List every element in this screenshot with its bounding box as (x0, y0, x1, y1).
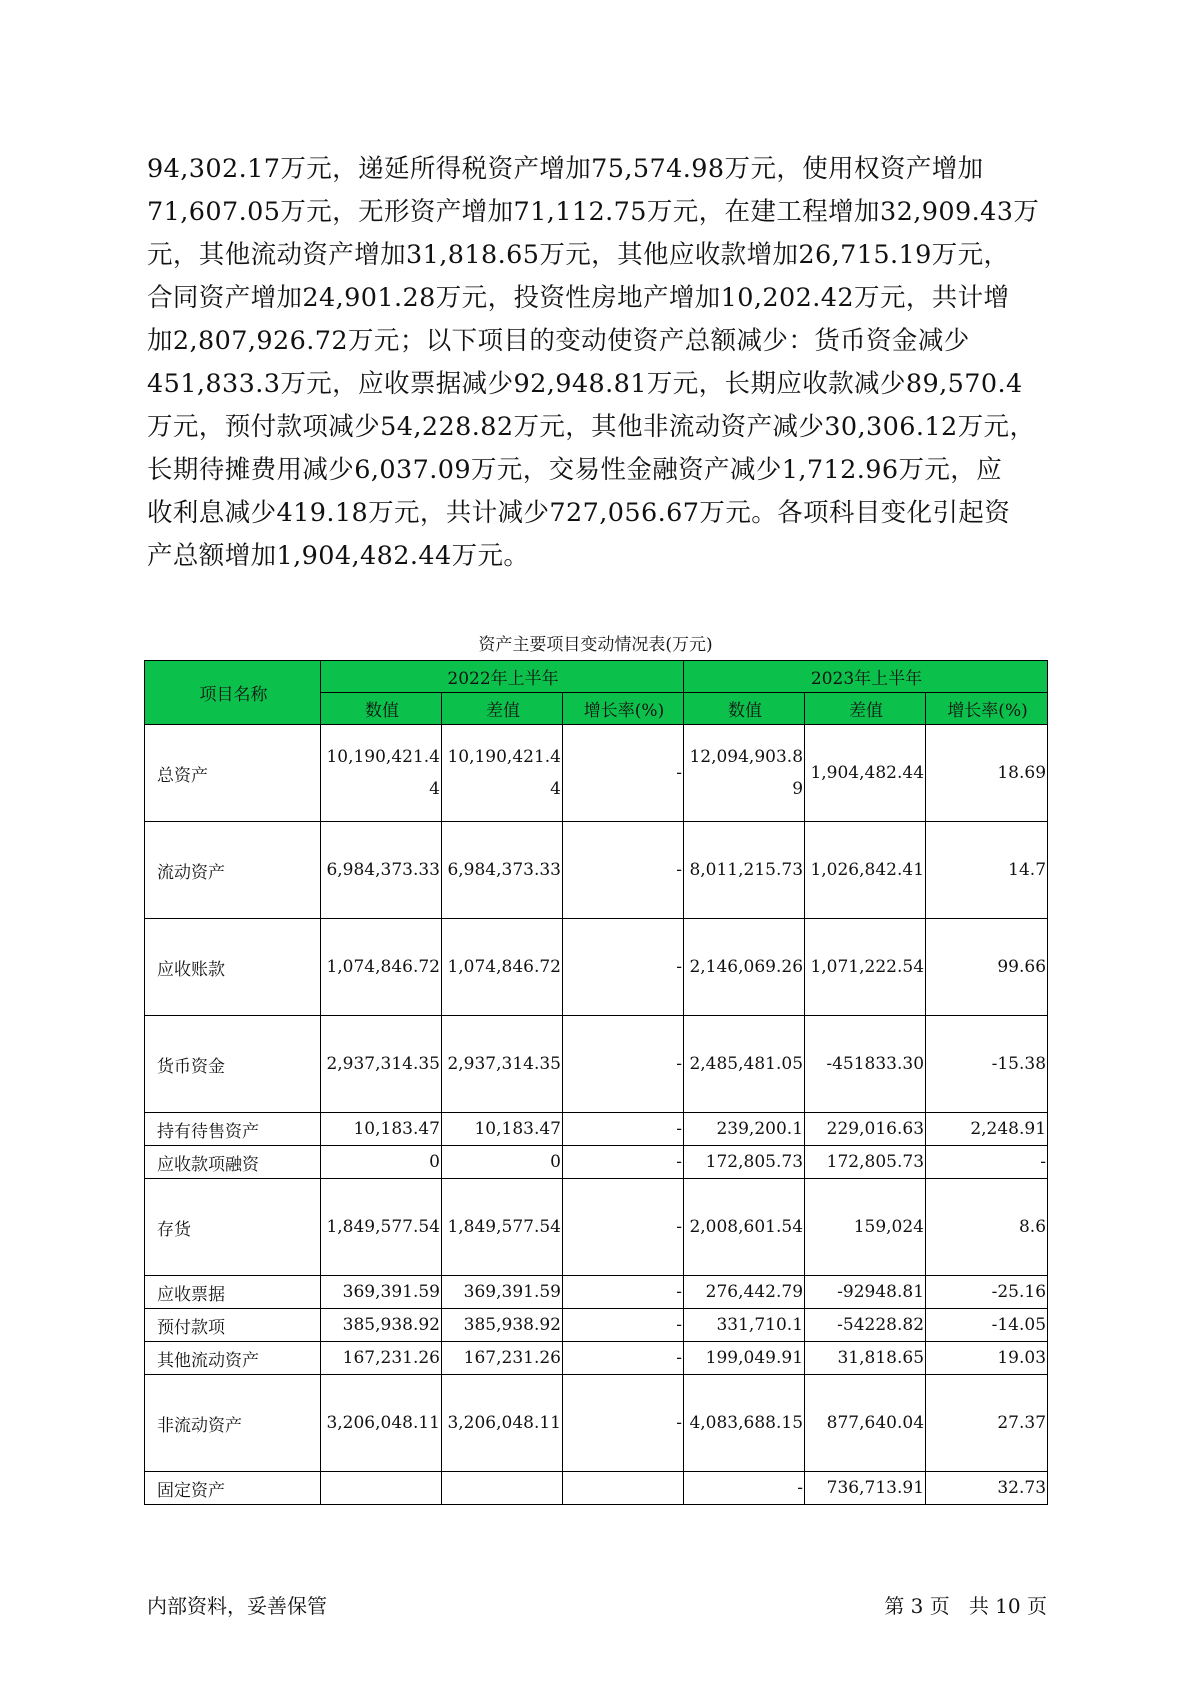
header-value-2022: 数值 (321, 693, 442, 725)
value-2022: 167,231.26 (342, 1348, 440, 1368)
growth-2022: - (676, 1282, 683, 1302)
growth-2022-cell (563, 725, 684, 822)
table-row (145, 1016, 1048, 1113)
diff-2022-cell (442, 1276, 563, 1309)
value-2023-cell (684, 1276, 805, 1309)
header-growth-2023: 增长率(%) (926, 693, 1048, 725)
growth-2023: 32.73 (997, 1478, 1047, 1498)
diff-2023: 229,016.63 (826, 1119, 925, 1139)
growth-2023-cell (926, 1375, 1048, 1472)
value-2023: 2,146,069.26 (689, 957, 804, 977)
growth-2023: -14.05 (991, 1315, 1047, 1335)
value-2023: 2,008,601.54 (689, 1217, 804, 1237)
growth-2023: 27.37 (997, 1413, 1047, 1433)
paragraph-line: 长期待摊费用减少6,037.09万元，交易性金融资产减少1,712.96万元，应 (147, 455, 1003, 485)
growth-2022-cell (563, 1472, 684, 1505)
header-diff-2022: 差值 (442, 693, 563, 725)
diff-2022-cell (442, 822, 563, 919)
diff-2022-cell (442, 1016, 563, 1113)
value-2023-cell (684, 1375, 805, 1472)
growth-2022: - (676, 860, 683, 880)
diff-2023: 159,024 (853, 1217, 925, 1237)
value-2022: 6,984,373.33 (326, 860, 440, 880)
growth-2023: 8.6 (1018, 1217, 1047, 1237)
growth-2022: - (676, 763, 683, 783)
value-2022-cell (321, 822, 442, 919)
value-2022: 3,206,048.11 (326, 1413, 440, 1433)
growth-2023-cell (926, 919, 1048, 1016)
row-name: 固定资产 (157, 1480, 225, 1501)
row-name: 预付款项 (157, 1317, 225, 1338)
growth-2022: - (676, 1413, 683, 1433)
value-2023-cell (684, 1342, 805, 1375)
row-name-cell (145, 1179, 321, 1276)
header-growth-2022: 增长率(%) (563, 693, 684, 725)
value-2022-cell (321, 919, 442, 1016)
diff-2023-cell (805, 1309, 926, 1342)
diff-2022-cell (442, 1375, 563, 1472)
diff-2022: 2,937,314.35 (447, 1054, 561, 1074)
header-diff-2023: 差值 (805, 693, 926, 725)
growth-2022: - (676, 1119, 683, 1139)
row-name-cell (145, 1146, 321, 1179)
value-2022: 10,183.47 (353, 1119, 440, 1139)
row-name-cell (145, 1309, 321, 1342)
diff-2023-cell (805, 1016, 926, 1113)
diff-2023: 1,904,482.44 (810, 763, 925, 783)
growth-2022-cell (563, 1179, 684, 1276)
growth-2023: 99.66 (997, 957, 1047, 977)
value-2023-cell (684, 1309, 805, 1342)
growth-2023-cell (926, 725, 1048, 822)
growth-2023: - (1040, 1152, 1047, 1172)
diff-2023: 877,640.04 (826, 1413, 925, 1433)
table-caption: 资产主要项目变动情况表(万元) (478, 635, 713, 655)
value-2022-cell (321, 1375, 442, 1472)
growth-2022-cell (563, 1375, 684, 1472)
diff-2023: -92948.81 (837, 1282, 925, 1302)
paragraph-line: 71,607.05万元，无形资产增加71,112.75万元，在建工程增加32,909.43万 (147, 197, 1040, 227)
value-2022: 369,391.59 (342, 1282, 440, 1302)
value-2022-cell (321, 1309, 442, 1342)
diff-2023: -54228.82 (837, 1315, 925, 1335)
table-row (145, 725, 1048, 822)
growth-2023-cell (926, 1276, 1048, 1309)
value-2023: 2,485,481.05 (689, 1054, 804, 1074)
growth-2023: 14.7 (1008, 860, 1047, 880)
value-2023: 239,200.1 (716, 1119, 804, 1139)
paragraph-line: 合同资产增加24,901.28万元，投资性房地产增加10,202.42万元，共计增 (147, 283, 1010, 313)
diff-2022-cell (442, 1342, 563, 1375)
row-name-cell (145, 1016, 321, 1113)
row-name-cell (145, 822, 321, 919)
value-2023-cell (684, 822, 805, 919)
diff-2022-cell (442, 1179, 563, 1276)
value-2022-cell (321, 1472, 442, 1505)
value-2022-cell (321, 725, 442, 822)
diff-2023: 736,713.91 (826, 1478, 925, 1498)
header-period-2023: 2023年上半年 (684, 661, 1048, 693)
value-2023: 8,011,215.73 (689, 860, 804, 880)
diff-2022: 167,231.26 (463, 1348, 561, 1368)
growth-2022-cell (563, 1276, 684, 1309)
value-2023: 331,710.1 (716, 1315, 804, 1335)
growth-2022-cell (563, 1016, 684, 1113)
row-name: 货币资金 (157, 1056, 225, 1077)
diff-2022-cell (442, 725, 563, 822)
value-2023-cell (684, 725, 805, 822)
asset-change-table (144, 660, 1048, 1505)
growth-2022: - (676, 1217, 683, 1237)
table-row (145, 1179, 1048, 1276)
diff-2023-cell (805, 1342, 926, 1375)
growth-2022-cell (563, 1342, 684, 1375)
paragraph-line: 万元，预付款项减少54,228.82万元，其他非流动资产减少30,306.12万元， (147, 412, 1036, 442)
diff-2022: 1,074,846.72 (447, 957, 561, 977)
value-2023-cell (684, 919, 805, 1016)
diff-2022: 1,849,577.54 (447, 1217, 561, 1237)
value-2022-cell (321, 1146, 442, 1179)
diff-2023: -451833.30 (826, 1054, 925, 1074)
growth-2023: -25.16 (991, 1282, 1047, 1302)
diff-2023-cell (805, 1276, 926, 1309)
value-2023-cell (684, 1016, 805, 1113)
value-2023-cell (684, 1179, 805, 1276)
growth-2022: - (676, 1054, 683, 1074)
diff-2022: 10,190,421.44 (447, 747, 561, 799)
growth-2023-cell (926, 1146, 1048, 1179)
table-row (145, 1113, 1048, 1146)
value-2022-cell (321, 1342, 442, 1375)
body-paragraph (147, 148, 1047, 578)
growth-2022-cell (563, 822, 684, 919)
table-row (145, 1342, 1048, 1375)
row-name: 总资产 (157, 765, 208, 786)
row-name: 非流动资产 (157, 1415, 242, 1436)
header-value-2023: 数值 (684, 693, 805, 725)
row-name-cell (145, 1276, 321, 1309)
value-2022-cell (321, 1016, 442, 1113)
value-2022: 1,074,846.72 (326, 957, 440, 977)
diff-2023: 31,818.65 (837, 1348, 925, 1368)
value-2023: 4,083,688.15 (689, 1413, 804, 1433)
diff-2022-cell (442, 1113, 563, 1146)
row-name: 其他流动资产 (157, 1350, 259, 1371)
row-name: 应收款项融资 (157, 1154, 259, 1175)
growth-2023-cell (926, 1179, 1048, 1276)
row-name-cell (145, 1113, 321, 1146)
paragraph-line: 94,302.17万元，递延所得税资产增加75,574.98万元，使用权资产增加 (147, 154, 984, 184)
value-2022-cell (321, 1113, 442, 1146)
row-name-cell (145, 919, 321, 1016)
diff-2022-cell (442, 1309, 563, 1342)
value-2022-cell (321, 1179, 442, 1276)
value-2023: 12,094,903.89 (689, 747, 804, 799)
table-row (145, 1472, 1048, 1505)
row-name-cell (145, 725, 321, 822)
paragraph-line: 加2,807,926.72万元；以下项目的变动使资产总额减少：货币资金减少 (147, 326, 970, 356)
diff-2023: 1,026,842.41 (810, 860, 925, 880)
diff-2022: 3,206,048.11 (447, 1413, 561, 1433)
growth-2023-cell (926, 1472, 1048, 1505)
value-2022: 385,938.92 (342, 1315, 440, 1335)
row-name-cell (145, 1342, 321, 1375)
diff-2023: 1,071,222.54 (810, 957, 925, 977)
value-2023: 199,049.91 (705, 1348, 804, 1368)
growth-2022: - (676, 957, 683, 977)
growth-2023: 18.69 (997, 763, 1047, 783)
value-2023: 172,805.73 (705, 1152, 804, 1172)
diff-2022-cell (442, 919, 563, 1016)
header-period-2022: 2022年上半年 (321, 661, 684, 693)
paragraph-line: 产总额增加1,904,482.44万元。 (147, 541, 530, 571)
table-row (145, 1375, 1048, 1472)
growth-2023: -15.38 (991, 1054, 1047, 1074)
row-name: 存货 (157, 1219, 191, 1240)
table-row (145, 1276, 1048, 1309)
footer-confidential-note: 内部资料，妥善保管 (147, 1594, 327, 1618)
footer-page-number: 第 3 页 共 10 页 (884, 1594, 1047, 1618)
diff-2023-cell (805, 725, 926, 822)
paragraph-line: 收利息减少419.18万元，共计减少727,056.67万元。各项科目变化引起资 (147, 498, 1011, 528)
diff-2023-cell (805, 1146, 926, 1179)
growth-2023-cell (926, 1113, 1048, 1146)
value-2022-cell (321, 1276, 442, 1309)
growth-2022-cell (563, 1113, 684, 1146)
growth-2023-cell (926, 1016, 1048, 1113)
header-item-name: 项目名称 (145, 661, 321, 725)
value-2023-cell (684, 1146, 805, 1179)
diff-2023-cell (805, 919, 926, 1016)
table-row (145, 919, 1048, 1016)
row-name-cell (145, 1375, 321, 1472)
diff-2022: 385,938.92 (463, 1315, 561, 1335)
growth-2023-cell (926, 822, 1048, 919)
growth-2022-cell (563, 1309, 684, 1342)
value-2022: 1,849,577.54 (326, 1217, 440, 1237)
row-name-cell (145, 1472, 321, 1505)
growth-2022: - (676, 1315, 683, 1335)
table-row (145, 1146, 1048, 1179)
growth-2023-cell (926, 1309, 1048, 1342)
diff-2023-cell (805, 1113, 926, 1146)
value-2023-cell (684, 1113, 805, 1146)
growth-2022: - (676, 1152, 683, 1172)
row-name: 持有待售资产 (157, 1121, 259, 1142)
growth-2023: 2,248.91 (970, 1119, 1047, 1139)
value-2022: 2,937,314.35 (326, 1054, 440, 1074)
table-row (145, 1309, 1048, 1342)
diff-2022-cell (442, 1146, 563, 1179)
table-row (145, 822, 1048, 919)
value-2023-cell (684, 1472, 805, 1505)
diff-2023: 172,805.73 (826, 1152, 925, 1172)
row-name: 应收票据 (157, 1284, 225, 1305)
growth-2023-cell (926, 1342, 1048, 1375)
value-2023: - (797, 1478, 804, 1498)
growth-2023: 19.03 (997, 1348, 1047, 1368)
diff-2023-cell (805, 1375, 926, 1472)
diff-2023-cell (805, 1472, 926, 1505)
growth-2022-cell (563, 919, 684, 1016)
diff-2022: 0 (550, 1152, 561, 1172)
paragraph-line: 元，其他流动资产增加31,818.65万元，其他应收款增加26,715.19万元， (147, 240, 1010, 270)
row-name: 应收账款 (157, 959, 225, 980)
value-2022: 10,190,421.44 (326, 747, 440, 799)
row-name: 流动资产 (157, 862, 225, 883)
diff-2023-cell (805, 822, 926, 919)
growth-2022: - (676, 1348, 683, 1368)
diff-2022-cell (442, 1472, 563, 1505)
growth-2022-cell (563, 1146, 684, 1179)
value-2023: 276,442.79 (705, 1282, 804, 1302)
diff-2022: 6,984,373.33 (447, 860, 561, 880)
diff-2022: 10,183.47 (474, 1119, 561, 1139)
diff-2023-cell (805, 1179, 926, 1276)
paragraph-line: 451,833.3万元，应收票据减少92,948.81万元，长期应收款减少89,570.4 (147, 369, 1023, 399)
diff-2022: 369,391.59 (463, 1282, 561, 1302)
value-2022: 0 (429, 1152, 440, 1172)
